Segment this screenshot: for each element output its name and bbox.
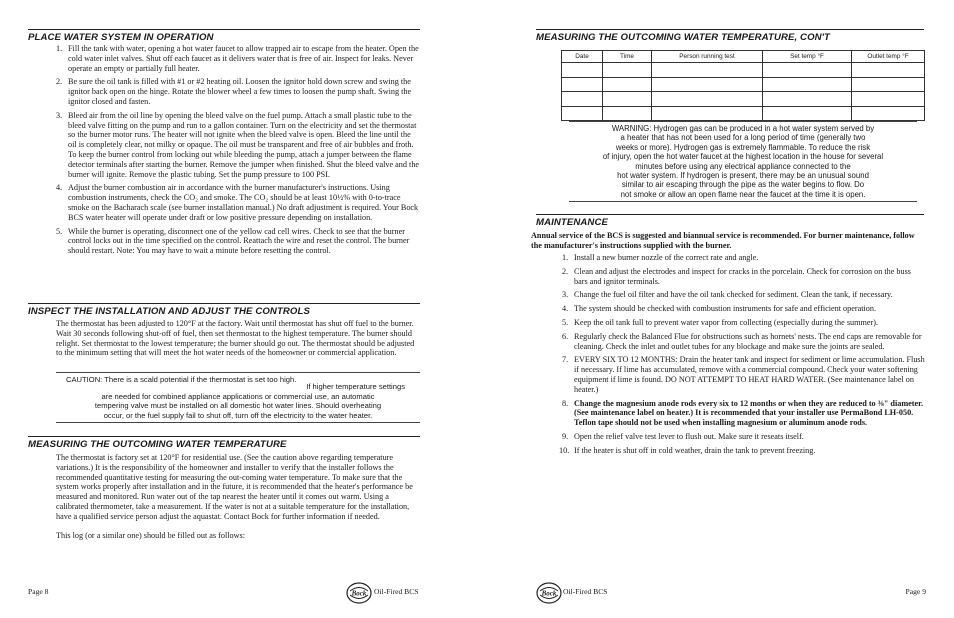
page-number: Page 9 <box>905 587 926 596</box>
caution-box: CAUTION: There is a scald potential if the thermostat is set too high. If higher temperature settings are needed for combined appliance applications or commercial use, an automatic tempering valve must be installed on all domestic hot water lines. Should overheating occur, or the fuel supply fail to shut off, turn off the electricity to the water heater. <box>56 372 420 423</box>
heading-place-water: PLACE WATER SYSTEM IN OPERATION <box>28 29 420 43</box>
list-item: 5. While the burner is operating, disconnect one of the yellow cad cell wires. Check to see that the burner control locks out in the time specified on the control. Reattach the wire and reset the control. The burner should restart. Note: You may have to wait a minute before resetting the control. <box>56 226 410 256</box>
log-note: This log (or a similar one) should be filled out as follows: <box>56 531 245 540</box>
svg-text:Bock: Bock <box>541 589 557 598</box>
table-row <box>562 63 925 78</box>
list-item: 10. If the heater is shut off in cold weather, drain the tank to prevent freezing. <box>559 445 816 455</box>
measuring-paragraph: The thermostat is factory set at 120°F for residential use. (See the caution above regarding temperature variations.) It is the responsibility of the homeowner and installer to verify that the installer follows the recommended quantitative testing for measuring the out-coming water temperature. To make sure that the system works properly after installation and in the future, it is recommended that the heater's performance be measured and monitored. Run water out of the tap nearest the heater until it comes out warm. Using a calibrated thermometer, take a measurement. If the water is not at a suitable temperature for the installation, have a qualified service person adjust the aquastat. Contact Bock for further information if needed. <box>56 453 413 521</box>
list-item: 3. Change the fuel oil filter and have the oil tank checked for sediment. Clean the tank, if necessary. <box>562 290 893 300</box>
col-date: Date <box>562 51 603 63</box>
place-water-steps <box>56 44 420 260</box>
hydrogen-warning: WARNING: Hydrogen gas can be produced in a hot water system served by a heater that has not been used for a long period of time (generally two weeks or more). Hydrogen gas is extremely flammable. To reduce the risk of injury, open the hot water faucet at the highest location in the house for several minutes before using any electrical appliance connected to the hot water system. If hydrogen is present, there may be an unusual sound similar to air escaping through the pipe as the water begins to flow. Do not smoke or allow an open flame near the faucet at the time it is open. <box>569 121 917 202</box>
table-row <box>562 92 925 107</box>
col-set-temp: Set temp °F <box>763 51 852 63</box>
table-row <box>562 106 925 121</box>
list-item: 3. Bleed air from the oil line by opening the bleed valve on the fuel pump. Attach a small plastic tube to the bleed valve fitting on the pump and run to a gallon container. Turn on the electricity and set the thermostat so the burner motor runs. The heater will not ignite when the bleed valve is open. Bleed the line until the oil is completely clear, not milky or opaque. The oil must be transparent and free of air bubbles and froth. To keep the burner control from locking out while bleeding the pump, attach a jumper between the flame detector terminals after starting the burner. Remove the jumper when finished. Shut the bleed valve and the burner will ignite. Remove the plastic tubing. Set the pump pressure to 100 PSI. <box>56 110 420 179</box>
heading-maintenance: MAINTENANCE <box>536 214 924 228</box>
col-outlet-temp: Outlet temp °F <box>852 51 925 63</box>
bock-logo <box>346 582 372 604</box>
maintenance-steps <box>559 253 926 460</box>
heading-measuring-cont: MEASURING THE OUTCOMING WATER TEMPERATURE, CON'T <box>536 29 924 43</box>
svg-text:Bock: Bock <box>351 589 367 598</box>
inspect-paragraph: The thermostat has been adjusted to 120°F at the factory. Wait until thermostat has shut off fuel to the burner. Wait 30 seconds following shut-off of fuel, then set thermostat to the highest temperature. The burner should relight. Set thermostat to the lowest temperature; the burner should go out. The thermostat should be adjusted to the minimum setting that will meet the hot water needs of the homeowner or commercial application. <box>56 319 415 358</box>
list-item: 4. Adjust the burner combustion air in accordance with the burner manufacturer's instructions. Using combustion instruments, check the CO₂ and smoke. The CO₂ should be at least 10½% with 0-to-trace smoke on the Bacharach scale (see burner installation manual.) No draft adjustment is required. Your Bock BCS water heater will operate under draft or low positive pressure depending on installation. <box>56 183 419 222</box>
col-person: Person running test <box>652 51 763 63</box>
heading-measuring: MEASURING THE OUTCOMING WATER TEMPERATURE <box>28 436 420 450</box>
page-number: Page 8 <box>28 587 49 596</box>
maintenance-intro: Annual service of the BCS is suggested and biannual service is recommended. For burner maintenance, follow the manufacturer's instructions supplied with the burner. <box>531 231 915 250</box>
list-item: 5. Keep the oil tank full to prevent water vapor from collecting (especially during the summer). <box>562 317 878 327</box>
list-item: 6. Regularly check the Balanced Flue for obstructions such as hornets' nests. The end caps are removable for cleaning. Check the inlet and outlet tubes for any blockage and make sure the joints are sealed. <box>562 331 922 351</box>
table-row <box>562 77 925 92</box>
list-item: 4. The system should be checked with combustion instruments for safe and efficient operation. <box>562 304 877 314</box>
footer-product: Oil-Fired BCS <box>374 587 419 596</box>
col-time: Time <box>603 51 652 63</box>
temperature-log-table <box>561 50 925 121</box>
list-item: 8. Change the magnesium anode rods every six to 12 months or when they are reduced to ⅜" diameter. (See maintenance label on heater.) It is recommended that your installer use PermaBond LH-050. Teflon tape should not be used when installing magnesium or aluminum anode rods. <box>562 398 924 428</box>
heading-inspect: INSPECT THE INSTALLATION AND ADJUST THE CONTROLS <box>28 303 420 317</box>
list-item: 1. Fill the tank with water, opening a hot water faucet to allow trapped air to escape from the heater. Open the cold water inlet valves. Shut off each faucet as it delivers water that is free of air. Inspect for leaks. Never operate an empty or partially full heater. <box>56 44 419 73</box>
list-item: 9. Open the relief valve test lever to flush out. Make sure it reseats itself. <box>562 431 804 441</box>
footer-product: Oil-Fired BCS <box>563 587 608 596</box>
list-item: 2. Clean and adjust the electrodes and inspect for cracks in the porcelain. Check for corrosion on the buss bars and ignitor terminals. <box>562 266 911 286</box>
list-item: 2. Be sure the oil tank is filled with #1 or #2 heating oil. Loosen the ignitor hold down screw and swing the ignitor back open on the hinge. Rotate the blower wheel a few times to loosen the pump shaft. Swing the ignitor closed and fasten. <box>56 77 412 106</box>
right-page <box>477 0 954 618</box>
bock-logo <box>536 582 562 604</box>
list-item: 7. EVERY SIX TO 12 MONTHS: Drain the heater tank and inspect for sediment or lime accumulation. Flush if necessary. If lime has accumulated, remove with a commercial compound. Check your water softening equipment if lime is found. DO NOT ATTEMPT TO HEAT HARD WATER. (See maintenance label on heater.) <box>562 355 925 394</box>
list-item: 1. Install a new burner nozzle of the correct rate and angle. <box>562 253 759 262</box>
